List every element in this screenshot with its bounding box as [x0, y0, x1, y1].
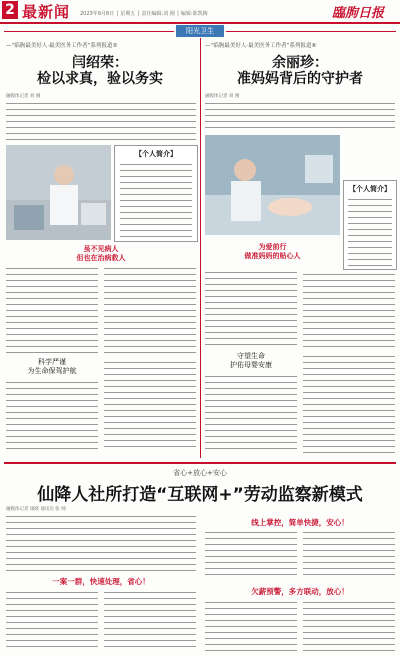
right-headline-1: 余丽珍： — [272, 55, 328, 71]
bottom-body-col5 — [205, 600, 297, 652]
right-series: —“临朐最美好人·最美医务工作者”系列报道⑥ — [205, 43, 317, 49]
right-headline-2: 准妈妈背后的守护者 — [237, 71, 363, 87]
left-body-col1 — [6, 266, 98, 356]
left-subhead: 科学严谨 为生命保驾护航 — [27, 358, 77, 375]
bottom-headline: 仙降人社所打造“互联网+”劳动监察新模式 — [37, 485, 363, 505]
section-rule — [4, 462, 396, 464]
section-title: 最新闻 — [22, 3, 71, 21]
left-body-col2 — [104, 266, 196, 356]
divider — [226, 31, 396, 32]
page-meta: 2023年9月8日 │ 星期五 │ 责任编辑:刘 刚 │ 编辑:陈凯梅 — [80, 11, 208, 17]
bottom-subhead-right-2: 欠薪预警，多方联动，放心！ — [251, 587, 349, 596]
left-body-col4 — [104, 360, 196, 452]
right-body-intro — [205, 101, 395, 131]
right-body-col1 — [205, 270, 297, 350]
left-caption-1: 虽不见病人 — [83, 245, 119, 253]
right-subhead: 守望生命 护佑母婴安康 — [230, 352, 272, 369]
left-caption-2: 但也在治病救人 — [76, 254, 126, 262]
right-body-col4 — [303, 354, 395, 454]
column-tag: 阳光卫生 — [176, 25, 224, 37]
bottom-body-col4 — [303, 530, 395, 580]
bottom-subhead-left: 一案一群，快速处理，省心！ — [52, 577, 150, 586]
column-divider — [200, 38, 201, 458]
newspaper-logo: 臨朐日报 — [332, 6, 385, 21]
bottom-body-intro — [6, 514, 196, 572]
right-caption-2: 做准妈妈的贴心人 — [244, 252, 301, 260]
bottom-body-col2 — [104, 590, 196, 652]
right-photo — [205, 135, 340, 235]
left-photo — [6, 145, 111, 240]
bottom-series: 省心+放心+安心 — [173, 469, 227, 477]
left-body-col3 — [6, 380, 98, 452]
left-byline: 融媒体记者 刘 刚 — [6, 94, 41, 99]
right-profile-title: 【个人简介】 — [349, 185, 391, 193]
right-body-col2 — [303, 272, 395, 350]
right-body-col3 — [205, 374, 297, 454]
bottom-subhead-right-1: 线上掌控，简单快捷，安心！ — [251, 518, 349, 527]
right-caption-1: 为爱前行 — [258, 243, 287, 251]
left-headline-1: 闫绍荣： — [72, 55, 128, 71]
bottom-byline: 融媒体记者 康晓 通讯员 张 帅 — [6, 507, 66, 512]
left-series: —“临朐最美好人·最美医务工作者”系列报道⑤ — [6, 43, 118, 49]
right-profile-text — [348, 197, 392, 267]
left-profile-text — [120, 162, 192, 238]
left-headline-2: 检以求真，验以务实 — [37, 71, 163, 87]
divider — [4, 31, 174, 32]
left-profile-box — [114, 145, 198, 242]
left-body-intro — [6, 101, 196, 141]
right-profile-box — [343, 180, 397, 270]
right-byline: 融媒体记者 刘 刚 — [205, 94, 240, 99]
bottom-body-col1 — [6, 590, 98, 652]
left-profile-title: 【个人简介】 — [135, 150, 177, 158]
bottom-body-col6 — [303, 600, 395, 652]
nursery-photo-illustration — [205, 135, 340, 235]
bottom-body-col3 — [205, 530, 297, 580]
page-number: 2 — [2, 1, 18, 19]
lab-photo-illustration — [6, 145, 111, 240]
